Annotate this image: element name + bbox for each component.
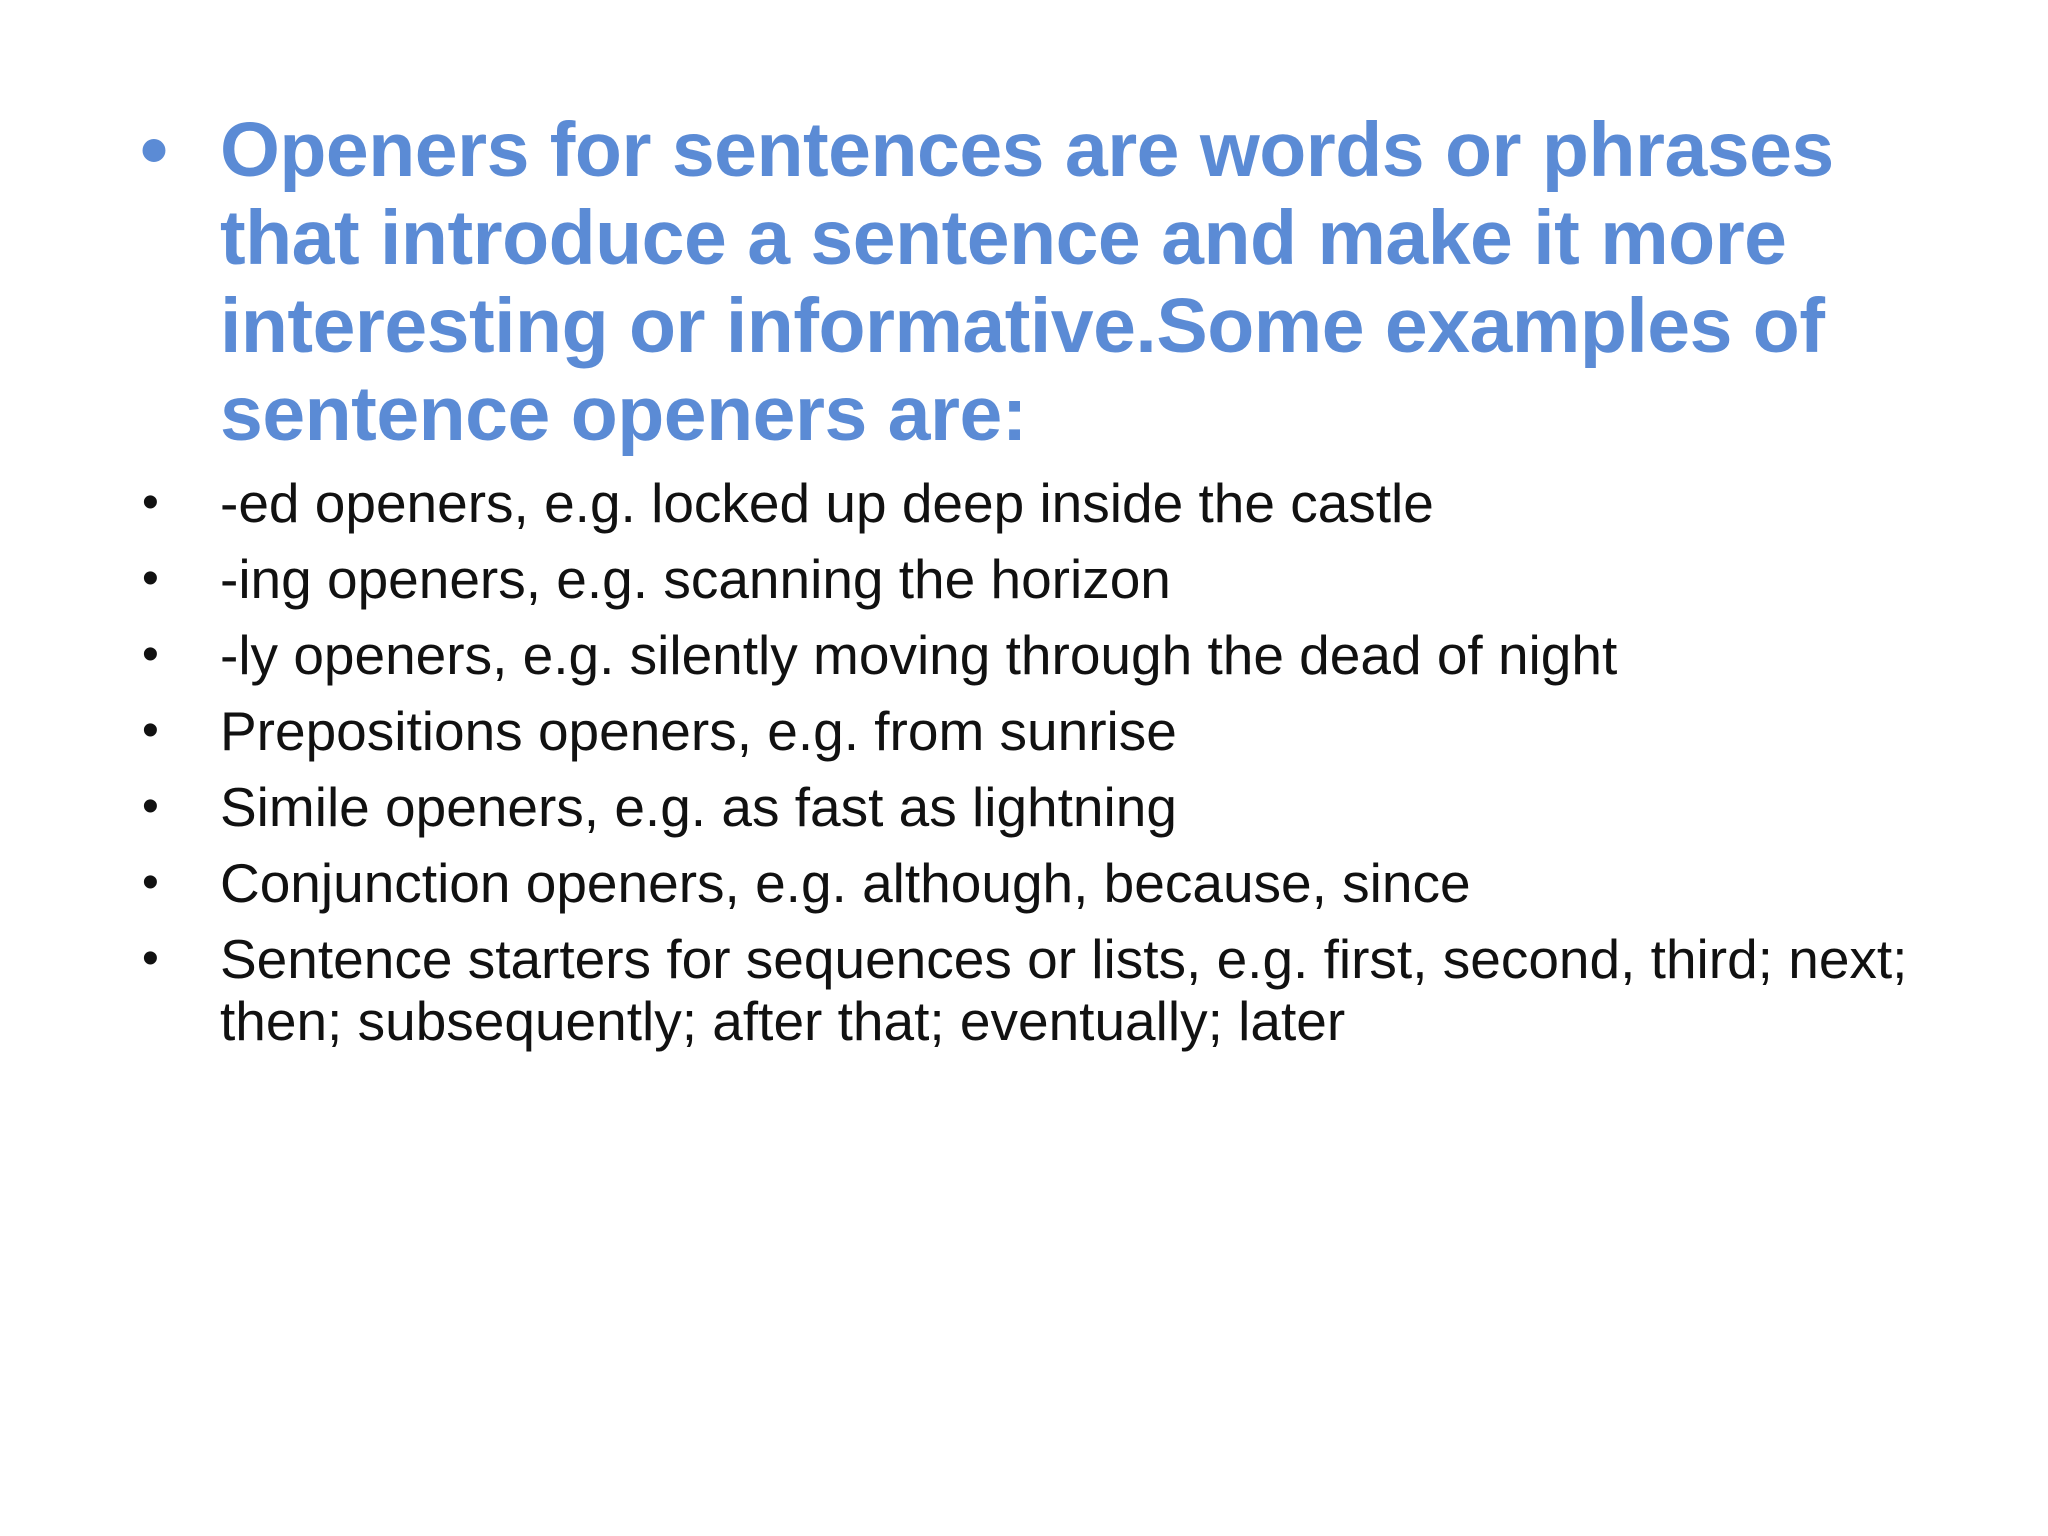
bullet-icon: • xyxy=(142,780,159,833)
list-item-text: -ing openers, e.g. scanning the horizon xyxy=(220,548,1171,610)
list-item-text: Sentence starters for sequences or lists, e.g. first, second, third; next; then; subsequently; after that; eventually; later xyxy=(220,928,1908,1052)
bullet-icon: • xyxy=(142,932,159,985)
list-item xyxy=(140,624,1940,686)
list-item-text: -ed openers, e.g. locked up deep inside the castle xyxy=(220,472,1434,534)
bullet-icon: • xyxy=(142,704,159,757)
bullet-icon: • xyxy=(142,628,159,681)
list-item-text: Simile openers, e.g. as fast as lightning xyxy=(220,776,1177,838)
slide-heading: Openers for sentences are words or phrases that introduce a sentence and make it more interesting or informative.Some examples of sentence openers are: xyxy=(220,107,1834,457)
bullet-icon: • xyxy=(140,105,169,194)
list-item xyxy=(140,472,1940,534)
list-item-text: Conjunction openers, e.g. although, because, since xyxy=(220,852,1471,914)
list-item xyxy=(140,852,1940,914)
list-item-text: Prepositions openers, e.g. from sunrise xyxy=(220,700,1177,762)
list-item xyxy=(140,928,1940,1052)
list-item xyxy=(140,776,1940,838)
list-item xyxy=(140,700,1940,762)
examples-list xyxy=(140,472,1940,1066)
bullet-icon: • xyxy=(142,856,159,909)
bullet-icon: • xyxy=(142,552,159,605)
bullet-icon: • xyxy=(142,476,159,529)
list-item xyxy=(140,548,1940,610)
list-item-text: -ly openers, e.g. silently moving through the dead of night xyxy=(220,624,1618,686)
